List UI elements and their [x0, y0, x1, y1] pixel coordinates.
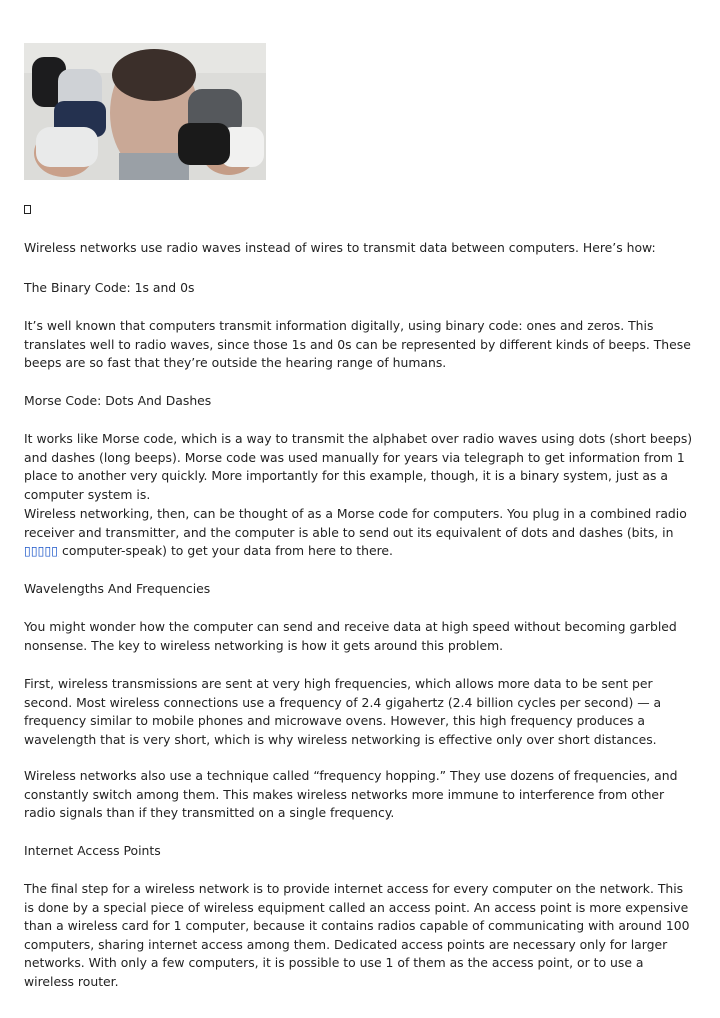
heading-morse-code: Morse Code: Dots And Dashes — [24, 393, 212, 408]
heading-access-points: Internet Access Points — [24, 843, 161, 858]
earbuds-photo — [24, 43, 266, 180]
missing-glyph-icon — [24, 205, 31, 214]
wavelengths-paragraph: You might wonder how the computer can send and receive data at high speed without becoming garbled nonsense. The key to wireless networking is how it gets around this problem. — [24, 619, 677, 653]
access-points-paragraph: The final step for a wireless network is to provide internet access for every computer on the network. This is done by a special piece of wireless equipment called an access point. An access point is more expensive than a wireless card for 1 computer, because it contains radios capable of communicating with around 100 computers, sharing internet access among them. Dedicated access points are necessary only for larger networks. With only a few computers, it is possible to use 1 of them as the access point, or to use a wireless router. — [24, 881, 690, 989]
wireless-networking-paragraph — [24, 505, 696, 561]
photo-earbuds-icon — [24, 43, 266, 180]
wireless-text-after: computer-speak) to get your data from here to there. — [58, 543, 393, 558]
binary-paragraph: It’s well known that computers transmit information digitally, using binary code: ones and zeros. This translates well to radio waves, since those 1s and 0s can be represented by different kinds of beeps. These beeps are so fast that they’re outside the hearing range of humans. — [24, 318, 691, 370]
inline-link[interactable]: ▯▯▯▯▯ — [24, 543, 59, 558]
frequency-hopping-paragraph: Wireless networks also use a technique called “frequency hopping.” They use dozens of frequencies, and constantly switch among them. This makes wireless networks more immune to interference from other radio signals than if they transmitted on a single frequency. — [24, 768, 678, 820]
frequencies-paragraph: First, wireless transmissions are sent at very high frequencies, which allows more data to be sent per second. Most wireless connections use a frequency of 2.4 gigahertz (2.4 billion cycles per second) — a frequency similar to mobile phones and microwave ovens. However, this high frequency produces a wavelength that is very short, which is why wireless networking is effective only over short distances. — [24, 676, 662, 747]
intro-paragraph: Wireless networks use radio waves instead of wires to transmit data between computers. Here’s how: — [24, 240, 656, 255]
heading-binary-code: The Binary Code: 1s and 0s — [24, 280, 195, 295]
morse-paragraph: It works like Morse code, which is a way to transmit the alphabet over radio waves using dots (short beeps) and dashes (long beeps). Morse code was used manually for years via telegraph to get information from 1 place to another very quickly. More importantly for this example, though, it is a binary system, just as a computer system is. — [24, 431, 693, 502]
wireless-text-before: Wireless networking, then, can be thought of as a Morse code for computers. You plug in a combined radio receiver and transmitter, and the computer is able to send out its equivalent of dots and dashes (bits, in — [24, 506, 687, 540]
heading-wavelengths: Wavelengths And Frequencies — [24, 581, 211, 596]
